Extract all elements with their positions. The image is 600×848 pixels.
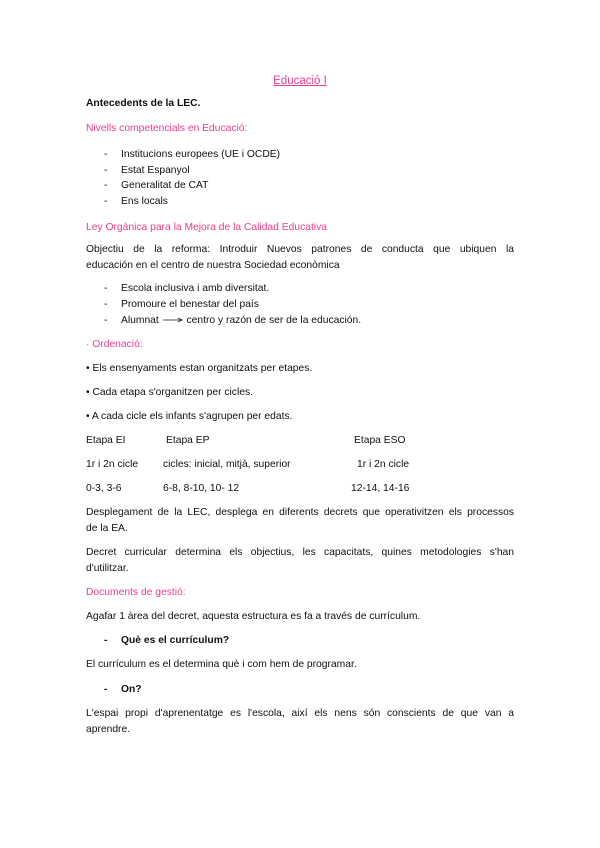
etapa-cicle: 1r i 2n cicle bbox=[357, 459, 410, 470]
list-item: Generalitat de CAT bbox=[121, 180, 209, 191]
arrow-right-icon bbox=[162, 317, 184, 323]
espai-line-1: L'espai propi d'aprenentatge es l'escola, així els nens són conscients de que van a bbox=[86, 708, 514, 719]
antecedents-heading: Antecedents de la LEC. bbox=[86, 98, 201, 109]
etapa-edat: 6-8, 8-10, 10- 12 bbox=[163, 483, 240, 494]
bullet-dash: - bbox=[104, 180, 108, 191]
bullet-dash: - bbox=[104, 299, 108, 310]
alumnat-description: centro y razón de ser de la educación. bbox=[186, 315, 362, 326]
list-item: Escola inclusiva i amb diversitat. bbox=[121, 283, 270, 294]
documents-heading: Documents de gestió: bbox=[86, 587, 186, 598]
list-item: Estat Espanyol bbox=[121, 165, 190, 176]
ordenacio-item: • Cada etapa s'organitzen per cicles. bbox=[86, 387, 253, 398]
decret-line-1: Decret curricular determina els objectius, les capacitats, quines metodologies s'han bbox=[86, 547, 514, 558]
ordenacio-item: • Els ensenyaments estan organitzats per etapes. bbox=[86, 363, 313, 374]
bullet-dash: - bbox=[104, 196, 108, 207]
desplegament-line-1: Desplegament de la LEC, desplega en diferents decrets que operativitzen els processos bbox=[86, 507, 514, 518]
espai-line-2: aprendre. bbox=[86, 724, 131, 735]
objectiu-line-1: Objectiu de la reforma: Introduir Nuevos patrones de conducta que ubiquen la bbox=[86, 244, 514, 255]
etapa-edat: 12-14, 14-16 bbox=[351, 483, 410, 494]
etapa-edat: 0-3, 3-6 bbox=[86, 483, 122, 494]
bullet-dash: - bbox=[104, 684, 108, 695]
etapa-header: Etapa ESO bbox=[354, 435, 406, 446]
etapa-header: Etapa EI bbox=[86, 435, 126, 446]
que-es-question: Què es el currículum? bbox=[121, 635, 230, 646]
objectiu-line-2: educación en el centro de nuestra Sociedad econòmica bbox=[86, 260, 340, 271]
ordenacio-item: • A cada cicle els infants s'agrupen per edats. bbox=[86, 411, 293, 422]
curriculum-definition: El currículum es el determina què i com hem de programar. bbox=[86, 659, 357, 670]
list-item: Institucions europees (UE i OCDE) bbox=[121, 149, 281, 160]
desplegament-line-2: de la EA. bbox=[86, 523, 128, 534]
on-question: On? bbox=[121, 684, 142, 695]
alumnat-item bbox=[121, 314, 361, 328]
bullet-dash: - bbox=[104, 635, 108, 646]
page-title: Educació I bbox=[273, 75, 327, 87]
ley-heading: Ley Orgánica para la Mejora de la Calidad Educativa bbox=[86, 222, 327, 233]
list-item: Ens locals bbox=[121, 196, 168, 207]
alumnat-label: Alumnat bbox=[121, 315, 159, 326]
bullet-dash: - bbox=[104, 315, 108, 326]
bullet-dash: - bbox=[104, 283, 108, 294]
bullet-dash: - bbox=[104, 165, 108, 176]
etapa-cicle: 1r i 2n cicle bbox=[86, 459, 139, 470]
agafar-text: Agafar 1 àrea del decret, aquesta estructura es fa a través de currículum. bbox=[86, 611, 421, 622]
etapa-header: Etapa EP bbox=[166, 435, 210, 446]
etapa-cicle: cicles: inicial, mitjà, superior bbox=[163, 459, 291, 470]
list-item: Promoure el benestar del país bbox=[121, 299, 259, 310]
bullet-dash: - bbox=[104, 149, 108, 160]
ordenacio-heading: · Ordenació: bbox=[86, 339, 143, 350]
decret-line-2: d'utilitzar. bbox=[86, 563, 129, 574]
nivells-heading: Nivells competencials en Educació: bbox=[86, 123, 248, 134]
